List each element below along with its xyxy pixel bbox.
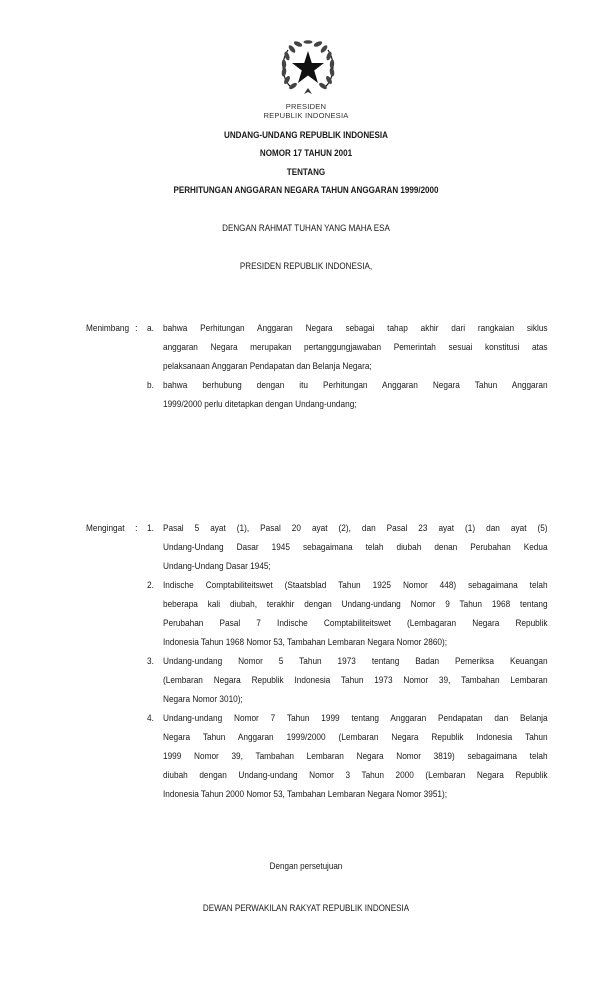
garuda-star-wreath-icon [278,38,338,100]
text-line: bahwa Perhitungan Anggaran Negara sebagai tahap akhir dari rangkaian siklus [163,322,548,333]
text-line: Indische Comptabiliteitswet (Staatsblad Tahun 1925 Nomor 448) sebagaimana telah [163,579,548,590]
item-text [163,651,548,708]
text-line: Undang-undang Nomor 5 Tahun 1973 tentang Badan Pemeriksa Keuangan [163,655,548,666]
item-text [163,708,548,803]
text-line: Negara Tahun Anggaran 1999/2000 (Lembaran Negara Republik Indonesia Tahun [163,731,548,742]
item-number: b. [147,379,154,390]
text-line: Undang-Undang Dasar 1945 sebagaimana telah diubah denan Perubahan Kedua [163,541,548,552]
law-subject: PERHITUNGAN ANGGARAN NEGARA TAHUN ANGGARAN 1999/2000 [173,184,439,195]
invocation: DENGAN RAHMAT TUHAN YANG MAHA ESA [222,222,390,233]
text-line: Perubahan Pasal 7 Indische Comptabiliteitswet (Lembagaran Negara Republik [163,617,548,628]
text-line: anggaran Negara merupakan pertanggungjawaban Pemerintah sesuai konstitusi atas [163,341,548,352]
text-line: Indonesia Tahun 1968 Nomor 53, Tambahan Lembaran Negara Nomor 2860); [163,636,448,647]
item-text [163,318,548,375]
law-number: NOMOR 17 TAHUN 2001 [259,147,353,158]
item-text [163,375,548,413]
approval-text: Dengan persetujuan [269,860,343,871]
menimbang-label: Menimbang [86,322,130,333]
emblem-caption-presiden: PRESIDEN [285,102,327,111]
text-line: (Lembaran Negara Republik Indonesia Tahun 1973 Nomor 39, Tambahan Lembaran [163,674,548,685]
mengingat-label: Mengingat [86,522,125,533]
text-line: Undang-undang Nomor 7 Tahun 1999 tentang Anggaran Pendapatan dan Belanja [163,712,548,723]
text-line: 1999 Nomor 39, Tambahan Lembaran Negara Nomor 3819) sebagaimana telah [163,750,548,761]
item-number: 2. [147,579,154,590]
item-number: 1. [147,522,154,533]
item-text [163,575,548,651]
item-number: a. [147,322,154,333]
text-line: beberapa kali diubah, terakhir dengan Undang-undang Nomor 9 Tahun 1968 tentang [163,598,548,609]
item-number: 3. [147,655,154,666]
item-text [163,518,548,575]
text-line: Indonesia Tahun 2000 Nomor 53, Tambahan Lembaran Negara Nomor 3951); [163,788,448,799]
text-line: bahwa berhubung dengan itu Perhitungan Anggaran Negara Tahun Anggaran [163,379,548,390]
law-tentang: TENTANG [286,166,326,177]
text-line: Negara Nomor 3010); [163,693,243,704]
text-line: 1999/2000 perlu ditetapkan dengan Undang-undang; [163,398,357,409]
president-heading: PRESIDEN REPUBLIK INDONESIA, [239,260,373,271]
text-line: pelaksanaan Anggaran Pendapatan dan Belanja Negara; [163,360,372,371]
item-number: 4. [147,712,154,723]
mengingat-colon: : [135,522,138,533]
council-name: DEWAN PERWAKILAN RAKYAT REPUBLIK INDONESIA [202,902,410,913]
text-line: diubah dengan Undang-undang Nomor 3 Tahun 2000 (Lembaran Negara Republik [163,769,548,780]
text-line: Undang-Undang Dasar 1945; [163,560,271,571]
menimbang-colon: : [135,322,138,333]
text-line: Pasal 5 ayat (1), Pasal 20 ayat (2), dan Pasal 23 ayat (1) dan ayat (5) [163,522,548,533]
emblem-caption-republik: REPUBLIK INDONESIA [263,111,349,120]
law-title: UNDANG-UNDANG REPUBLIK INDONESIA [224,129,388,140]
